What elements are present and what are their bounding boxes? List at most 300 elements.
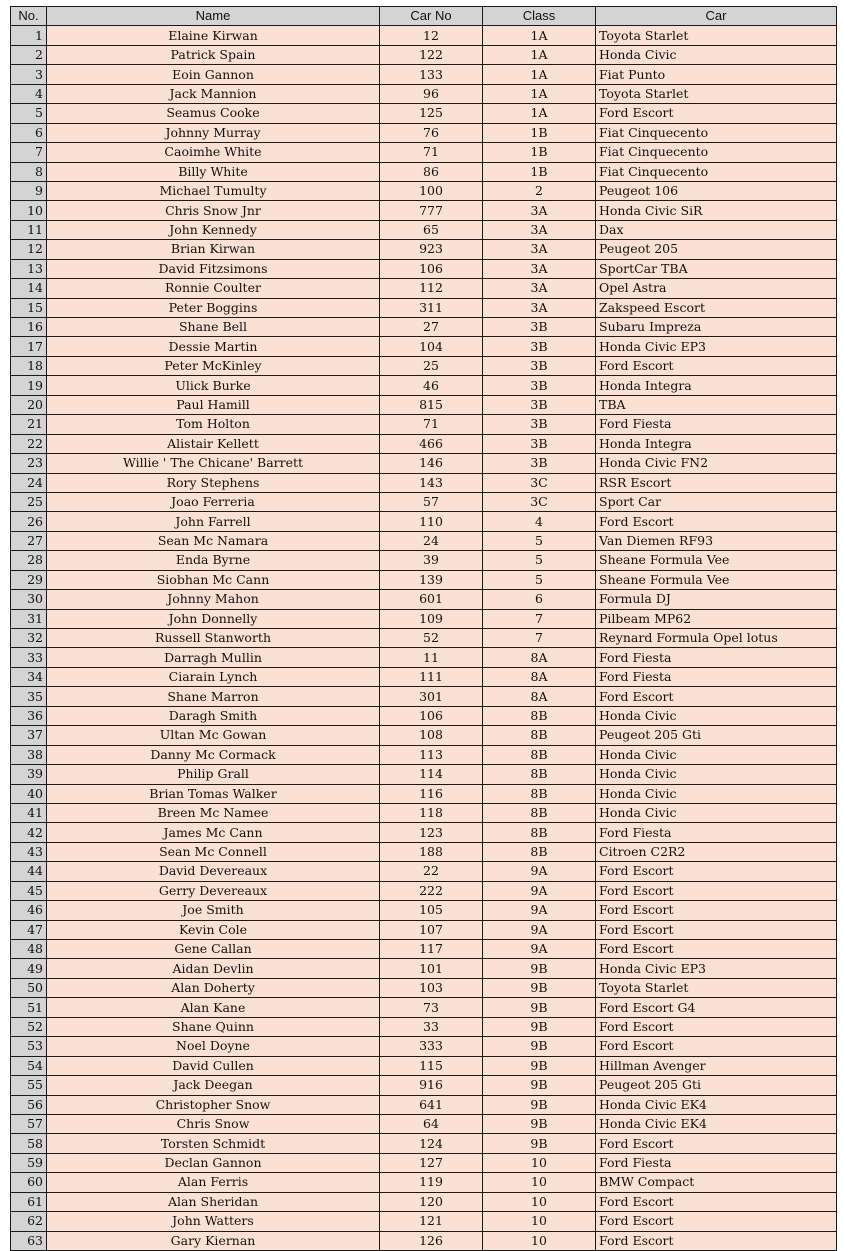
table-row — [11, 454, 837, 473]
table-row — [11, 881, 837, 900]
cell-class: 3A — [483, 298, 596, 317]
cell-class: 8B — [483, 842, 596, 861]
table-row — [11, 1153, 837, 1172]
header-name: Name — [47, 7, 380, 26]
cell-name: Siobhan Mc Cann — [47, 570, 380, 589]
cell-car: Ford Escort — [596, 1192, 837, 1211]
cell-class: 9B — [483, 1114, 596, 1133]
cell-name: Peter McKinley — [47, 356, 380, 375]
table-row — [11, 629, 837, 648]
cell-car-no: 146 — [380, 454, 483, 473]
table-row — [11, 1114, 837, 1133]
cell-car-no: 122 — [380, 45, 483, 64]
cell-car-no: 125 — [380, 104, 483, 123]
cell-name: Shane Marron — [47, 687, 380, 706]
cell-car-no: 133 — [380, 65, 483, 84]
cell-car-no: 57 — [380, 492, 483, 511]
cell-name: John Farrell — [47, 512, 380, 531]
cell-class: 3B — [483, 376, 596, 395]
cell-name: Jack Mannion — [47, 84, 380, 103]
table-row — [11, 143, 837, 162]
cell-class: 3A — [483, 240, 596, 259]
cell-car-no: 333 — [380, 1037, 483, 1056]
cell-no: 6 — [11, 123, 47, 142]
cell-class: 9A — [483, 920, 596, 939]
cell-car-no: 124 — [380, 1134, 483, 1153]
table-row — [11, 473, 837, 492]
cell-no: 53 — [11, 1037, 47, 1056]
cell-class: 1A — [483, 45, 596, 64]
cell-class: 10 — [483, 1212, 596, 1231]
cell-name: Seamus Cooke — [47, 104, 380, 123]
cell-class: 3B — [483, 415, 596, 434]
table-row — [11, 784, 837, 803]
cell-no: 9 — [11, 181, 47, 200]
cell-car: Peugeot 205 — [596, 240, 837, 259]
table-row — [11, 1134, 837, 1153]
cell-name: Chris Snow Jnr — [47, 201, 380, 220]
cell-no: 16 — [11, 318, 47, 337]
cell-class: 9B — [483, 998, 596, 1017]
cell-no: 60 — [11, 1173, 47, 1192]
table-row — [11, 901, 837, 920]
cell-name: Gerry Devereaux — [47, 881, 380, 900]
cell-no: 56 — [11, 1095, 47, 1114]
cell-car: Ford Escort — [596, 1231, 837, 1250]
cell-class: 9B — [483, 1095, 596, 1114]
cell-class: 3C — [483, 473, 596, 492]
cell-class: 8B — [483, 765, 596, 784]
cell-no: 14 — [11, 279, 47, 298]
cell-car-no: 143 — [380, 473, 483, 492]
cell-class: 8B — [483, 745, 596, 764]
cell-class: 8B — [483, 823, 596, 842]
cell-car: Honda Integra — [596, 434, 837, 453]
cell-class: 2 — [483, 181, 596, 200]
entry-list-table — [10, 6, 837, 1251]
cell-class: 10 — [483, 1192, 596, 1211]
cell-name: Brian Tomas Walker — [47, 784, 380, 803]
table-row — [11, 181, 837, 200]
cell-name: Kevin Cole — [47, 920, 380, 939]
cell-car-no: 641 — [380, 1095, 483, 1114]
cell-no: 25 — [11, 492, 47, 511]
cell-car-no: 107 — [380, 920, 483, 939]
cell-car: Opel Astra — [596, 279, 837, 298]
cell-no: 36 — [11, 706, 47, 725]
cell-name: Aidan Devlin — [47, 959, 380, 978]
cell-car: Fiat Cinquecento — [596, 143, 837, 162]
cell-car: Ford Escort — [596, 862, 837, 881]
cell-car-no: 118 — [380, 803, 483, 822]
cell-car: Dax — [596, 220, 837, 239]
cell-class: 10 — [483, 1231, 596, 1250]
cell-car-no: 71 — [380, 143, 483, 162]
table-row — [11, 1037, 837, 1056]
cell-car: Ford Escort — [596, 356, 837, 375]
cell-no: 1 — [11, 26, 47, 45]
table-header — [11, 7, 837, 26]
table-row — [11, 26, 837, 45]
cell-car-no: 466 — [380, 434, 483, 453]
cell-no: 31 — [11, 609, 47, 628]
cell-class: 3A — [483, 279, 596, 298]
cell-class: 9B — [483, 1076, 596, 1095]
cell-car: RSR Escort — [596, 473, 837, 492]
cell-name: David Devereaux — [47, 862, 380, 881]
table-row — [11, 609, 837, 628]
cell-car-no: 777 — [380, 201, 483, 220]
cell-car-no: 601 — [380, 590, 483, 609]
cell-class: 9B — [483, 1017, 596, 1036]
table-row — [11, 415, 837, 434]
table-row — [11, 842, 837, 861]
header-car: Car — [596, 7, 837, 26]
cell-car: Peugeot 205 Gti — [596, 726, 837, 745]
cell-no: 30 — [11, 590, 47, 609]
cell-name: Eoin Gannon — [47, 65, 380, 84]
table-row — [11, 84, 837, 103]
cell-no: 17 — [11, 337, 47, 356]
table-row — [11, 220, 837, 239]
cell-class: 1B — [483, 123, 596, 142]
table-row — [11, 45, 837, 64]
cell-car-no: 301 — [380, 687, 483, 706]
cell-car: BMW Compact — [596, 1173, 837, 1192]
cell-no: 33 — [11, 648, 47, 667]
cell-car: Honda Civic EK4 — [596, 1095, 837, 1114]
cell-name: Shane Bell — [47, 318, 380, 337]
cell-no: 43 — [11, 842, 47, 861]
cell-car: Honda Civic EP3 — [596, 337, 837, 356]
cell-car-no: 86 — [380, 162, 483, 181]
table-row — [11, 337, 837, 356]
cell-class: 3B — [483, 337, 596, 356]
cell-name: Noel Doyne — [47, 1037, 380, 1056]
cell-car-no: 111 — [380, 667, 483, 686]
cell-name: Ulick Burke — [47, 376, 380, 395]
cell-class: 9B — [483, 1134, 596, 1153]
cell-no: 8 — [11, 162, 47, 181]
table-row — [11, 862, 837, 881]
table-row — [11, 998, 837, 1017]
cell-class: 1B — [483, 143, 596, 162]
cell-name: David Cullen — [47, 1056, 380, 1075]
cell-no: 50 — [11, 978, 47, 997]
cell-class: 3B — [483, 318, 596, 337]
cell-name: Michael Tumulty — [47, 181, 380, 200]
cell-name: Caoimhe White — [47, 143, 380, 162]
cell-car: Subaru Impreza — [596, 318, 837, 337]
cell-car-no: 105 — [380, 901, 483, 920]
cell-car-no: 27 — [380, 318, 483, 337]
cell-car-no: 114 — [380, 765, 483, 784]
cell-name: Alan Ferris — [47, 1173, 380, 1192]
cell-name: Philip Grall — [47, 765, 380, 784]
cell-class: 3A — [483, 201, 596, 220]
cell-car-no: 96 — [380, 84, 483, 103]
cell-car: Honda Civic EP3 — [596, 959, 837, 978]
cell-car: Ford Fiesta — [596, 648, 837, 667]
cell-no: 28 — [11, 551, 47, 570]
table-row — [11, 959, 837, 978]
cell-car-no: 104 — [380, 337, 483, 356]
cell-name: Alan Sheridan — [47, 1192, 380, 1211]
cell-no: 27 — [11, 531, 47, 550]
cell-car: TBA — [596, 395, 837, 414]
cell-name: Ronnie Coulter — [47, 279, 380, 298]
cell-car: Ford Escort — [596, 1134, 837, 1153]
cell-car-no: 25 — [380, 356, 483, 375]
table-row — [11, 123, 837, 142]
cell-no: 7 — [11, 143, 47, 162]
cell-class: 9A — [483, 862, 596, 881]
cell-class: 1A — [483, 104, 596, 123]
cell-car: Honda Integra — [596, 376, 837, 395]
cell-car: Van Diemen RF93 — [596, 531, 837, 550]
cell-car: Ford Fiesta — [596, 1153, 837, 1172]
cell-class: 5 — [483, 570, 596, 589]
cell-no: 41 — [11, 803, 47, 822]
table-row — [11, 492, 837, 511]
cell-car: Ford Escort — [596, 687, 837, 706]
cell-class: 1A — [483, 26, 596, 45]
cell-car: Ford Fiesta — [596, 667, 837, 686]
cell-car-no: 116 — [380, 784, 483, 803]
cell-car-no: 52 — [380, 629, 483, 648]
cell-class: 9B — [483, 978, 596, 997]
cell-car: Toyota Starlet — [596, 26, 837, 45]
cell-no: 47 — [11, 920, 47, 939]
cell-car: Ford Escort — [596, 104, 837, 123]
cell-name: Jack Deegan — [47, 1076, 380, 1095]
cell-car-no: 39 — [380, 551, 483, 570]
cell-name: Shane Quinn — [47, 1017, 380, 1036]
cell-car-no: 103 — [380, 978, 483, 997]
cell-class: 8B — [483, 803, 596, 822]
cell-car: Ford Escort — [596, 920, 837, 939]
table-row — [11, 376, 837, 395]
cell-car-no: 101 — [380, 959, 483, 978]
cell-car: Ford Escort — [596, 881, 837, 900]
cell-no: 18 — [11, 356, 47, 375]
cell-name: Torsten Schmidt — [47, 1134, 380, 1153]
table-row — [11, 318, 837, 337]
cell-car-no: 71 — [380, 415, 483, 434]
cell-car: Honda Civic — [596, 745, 837, 764]
cell-car: Hillman Avenger — [596, 1056, 837, 1075]
table-row — [11, 706, 837, 725]
cell-no: 39 — [11, 765, 47, 784]
table-row — [11, 162, 837, 181]
cell-name: Christopher Snow — [47, 1095, 380, 1114]
cell-car-no: 108 — [380, 726, 483, 745]
cell-name: Ciarain Lynch — [47, 667, 380, 686]
table-row — [11, 356, 837, 375]
table-row — [11, 1231, 837, 1250]
cell-class: 3B — [483, 454, 596, 473]
cell-car: Formula DJ — [596, 590, 837, 609]
cell-car-no: 112 — [380, 279, 483, 298]
cell-car: Ford Escort — [596, 1212, 837, 1231]
cell-car: Ford Escort — [596, 901, 837, 920]
cell-class: 9A — [483, 940, 596, 959]
cell-car-no: 24 — [380, 531, 483, 550]
cell-class: 1A — [483, 84, 596, 103]
cell-car: Honda Civic FN2 — [596, 454, 837, 473]
table-row — [11, 240, 837, 259]
table-row — [11, 1076, 837, 1095]
cell-car-no: 121 — [380, 1212, 483, 1231]
cell-no: 2 — [11, 45, 47, 64]
table-row — [11, 279, 837, 298]
table-row — [11, 726, 837, 745]
cell-name: Alan Kane — [47, 998, 380, 1017]
table-row — [11, 65, 837, 84]
cell-class: 9A — [483, 901, 596, 920]
cell-class: 9B — [483, 959, 596, 978]
cell-no: 48 — [11, 940, 47, 959]
cell-name: Alan Doherty — [47, 978, 380, 997]
cell-class: 9B — [483, 1056, 596, 1075]
cell-class: 8A — [483, 648, 596, 667]
cell-name: Willie ' The Chicane' Barrett — [47, 454, 380, 473]
cell-class: 6 — [483, 590, 596, 609]
cell-no: 15 — [11, 298, 47, 317]
cell-car: Toyota Starlet — [596, 978, 837, 997]
cell-class: 10 — [483, 1173, 596, 1192]
table-row — [11, 104, 837, 123]
cell-class: 3B — [483, 395, 596, 414]
table-body — [11, 26, 837, 1251]
cell-no: 49 — [11, 959, 47, 978]
cell-car-no: 916 — [380, 1076, 483, 1095]
cell-no: 55 — [11, 1076, 47, 1095]
cell-class: 8A — [483, 667, 596, 686]
cell-class: 3C — [483, 492, 596, 511]
cell-car: Honda Civic — [596, 765, 837, 784]
cell-class: 8B — [483, 726, 596, 745]
cell-no: 62 — [11, 1212, 47, 1231]
cell-car: Peugeot 205 Gti — [596, 1076, 837, 1095]
table-row — [11, 201, 837, 220]
table-row — [11, 745, 837, 764]
cell-no: 20 — [11, 395, 47, 414]
cell-no: 44 — [11, 862, 47, 881]
cell-car: Honda Civic SiR — [596, 201, 837, 220]
cell-no: 24 — [11, 473, 47, 492]
cell-name: Danny Mc Cormack — [47, 745, 380, 764]
table-row — [11, 570, 837, 589]
cell-car-no: 119 — [380, 1173, 483, 1192]
cell-class: 5 — [483, 551, 596, 570]
table-row — [11, 1173, 837, 1192]
cell-no: 57 — [11, 1114, 47, 1133]
table-row — [11, 687, 837, 706]
cell-car: Ford Fiesta — [596, 823, 837, 842]
table-row — [11, 648, 837, 667]
cell-car-no: 117 — [380, 940, 483, 959]
cell-name: Billy White — [47, 162, 380, 181]
cell-name: John Watters — [47, 1212, 380, 1231]
cell-car-no: 22 — [380, 862, 483, 881]
cell-car-no: 65 — [380, 220, 483, 239]
cell-name: Peter Boggins — [47, 298, 380, 317]
table-row — [11, 803, 837, 822]
cell-no: 21 — [11, 415, 47, 434]
cell-name: Paul Hamill — [47, 395, 380, 414]
cell-no: 38 — [11, 745, 47, 764]
cell-no: 12 — [11, 240, 47, 259]
cell-no: 10 — [11, 201, 47, 220]
table-row — [11, 395, 837, 414]
cell-name: Sean Mc Namara — [47, 531, 380, 550]
header-row — [11, 7, 837, 26]
cell-car: Honda Civic — [596, 706, 837, 725]
cell-car-no: 123 — [380, 823, 483, 842]
cell-name: Brian Kirwan — [47, 240, 380, 259]
cell-class: 8A — [483, 687, 596, 706]
cell-car-no: 815 — [380, 395, 483, 414]
cell-name: Declan Gannon — [47, 1153, 380, 1172]
cell-no: 19 — [11, 376, 47, 395]
table-row — [11, 531, 837, 550]
table-row — [11, 920, 837, 939]
cell-name: James Mc Cann — [47, 823, 380, 842]
cell-car-no: 126 — [380, 1231, 483, 1250]
cell-car-no: 113 — [380, 745, 483, 764]
cell-class: 3A — [483, 220, 596, 239]
cell-name: Chris Snow — [47, 1114, 380, 1133]
cell-no: 51 — [11, 998, 47, 1017]
cell-car-no: 106 — [380, 259, 483, 278]
cell-name: Ultan Mc Gowan — [47, 726, 380, 745]
table-row — [11, 259, 837, 278]
cell-car: Sheane Formula Vee — [596, 570, 837, 589]
cell-no: 59 — [11, 1153, 47, 1172]
cell-car: Sport Car — [596, 492, 837, 511]
table-row — [11, 512, 837, 531]
cell-car: Sheane Formula Vee — [596, 551, 837, 570]
cell-name: Sean Mc Connell — [47, 842, 380, 861]
cell-name: Elaine Kirwan — [47, 26, 380, 45]
cell-car-no: 120 — [380, 1192, 483, 1211]
cell-name: Joao Ferreria — [47, 492, 380, 511]
cell-class: 4 — [483, 512, 596, 531]
cell-name: Rory Stephens — [47, 473, 380, 492]
cell-car: Fiat Cinquecento — [596, 162, 837, 181]
cell-no: 3 — [11, 65, 47, 84]
cell-name: Alistair Kellett — [47, 434, 380, 453]
cell-car-no: 139 — [380, 570, 483, 589]
table-row — [11, 1056, 837, 1075]
cell-class: 9A — [483, 881, 596, 900]
cell-car-no: 100 — [380, 181, 483, 200]
cell-name: Johnny Mahon — [47, 590, 380, 609]
cell-class: 5 — [483, 531, 596, 550]
cell-car: Honda Civic — [596, 45, 837, 64]
table-row — [11, 765, 837, 784]
cell-car: Reynard Formula Opel lotus — [596, 629, 837, 648]
cell-car: Honda Civic — [596, 784, 837, 803]
cell-car: Ford Escort — [596, 1017, 837, 1036]
header-car-no: Car No — [380, 7, 483, 26]
cell-name: Joe Smith — [47, 901, 380, 920]
table-row — [11, 590, 837, 609]
cell-no: 22 — [11, 434, 47, 453]
cell-car-no: 115 — [380, 1056, 483, 1075]
cell-car: Honda Civic EK4 — [596, 1114, 837, 1133]
